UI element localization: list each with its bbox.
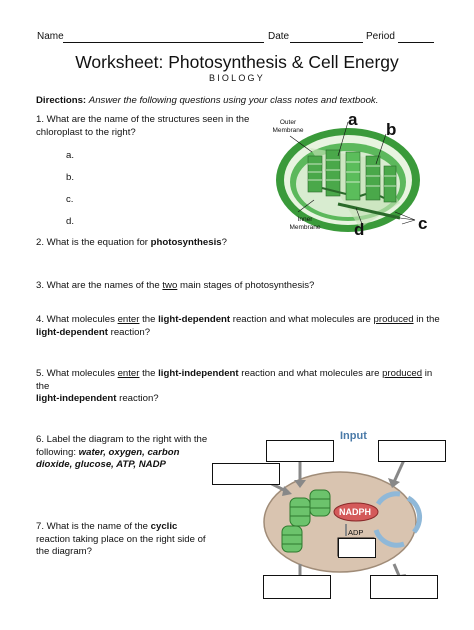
directions-text: Answer the following questions using your class notes and textbook.	[88, 95, 379, 106]
q1-answer-b: b.	[66, 172, 75, 183]
q1-answer-a: a.	[66, 150, 75, 161]
label-a: a	[348, 110, 358, 129]
q1-line1: 1. What are the name of the structures seen in the	[36, 114, 250, 125]
input-label: Input	[340, 430, 367, 442]
outer-membrane-label: Outer Membrane	[272, 119, 304, 134]
date-line[interactable]	[290, 42, 363, 43]
directions-label: Directions	[36, 95, 83, 106]
label-box-left[interactable]	[212, 463, 280, 485]
label-box-output-left[interactable]	[263, 575, 331, 599]
question-7: 7. What is the name of the cyclic reaction taking place on the right side of the diagram?	[36, 521, 206, 557]
label-c: c	[418, 214, 428, 233]
label-box-center[interactable]	[338, 538, 376, 558]
label-d: d	[354, 220, 365, 239]
adp-label: ADP	[348, 528, 364, 537]
label-box-output-right[interactable]	[370, 575, 438, 599]
name-label: Name	[37, 31, 64, 42]
question-6: 6. Label the diagram to the right with the following: water, oxygen, carbon dioxide, glucose, ATP, NADP	[36, 434, 208, 470]
period-line[interactable]	[398, 42, 434, 43]
q1-line2: chloroplast to the right?	[36, 126, 136, 138]
label-box-input-left[interactable]	[266, 440, 334, 462]
question-3: 3. What are the names of the two main stages of photosynthesis?	[36, 280, 315, 291]
question-4: 4. What molecules enter the light-dependent reaction and what molecules are produced in the light-dependent reaction?	[36, 314, 440, 338]
label-box-input-right[interactable]	[378, 440, 446, 462]
q1-answer-d: d.	[66, 216, 75, 227]
worksheet-title: Worksheet: Photosynthesis & Cell Energy	[75, 52, 399, 72]
q1-answer-c: c.	[66, 194, 74, 205]
question-1	[36, 114, 249, 139]
question-2: 2. What is the equation for photosynthesis?	[36, 237, 227, 248]
period-label: Period	[366, 31, 395, 42]
question-5: 5. What molecules enter the light-independent reaction and what molecules are produced in the light-independent reaction?	[36, 368, 433, 404]
label-b: b	[386, 120, 397, 139]
name-line[interactable]	[63, 42, 264, 43]
date-label: Date	[268, 31, 290, 42]
inner-membrane-label: Inner Membrane	[289, 216, 321, 231]
directions: Directions: Answer the following questions using your class notes and textbook.	[36, 95, 379, 106]
worksheet-subtitle: BIOLOGY	[209, 73, 265, 83]
nadph-label: NADPH	[339, 507, 372, 517]
